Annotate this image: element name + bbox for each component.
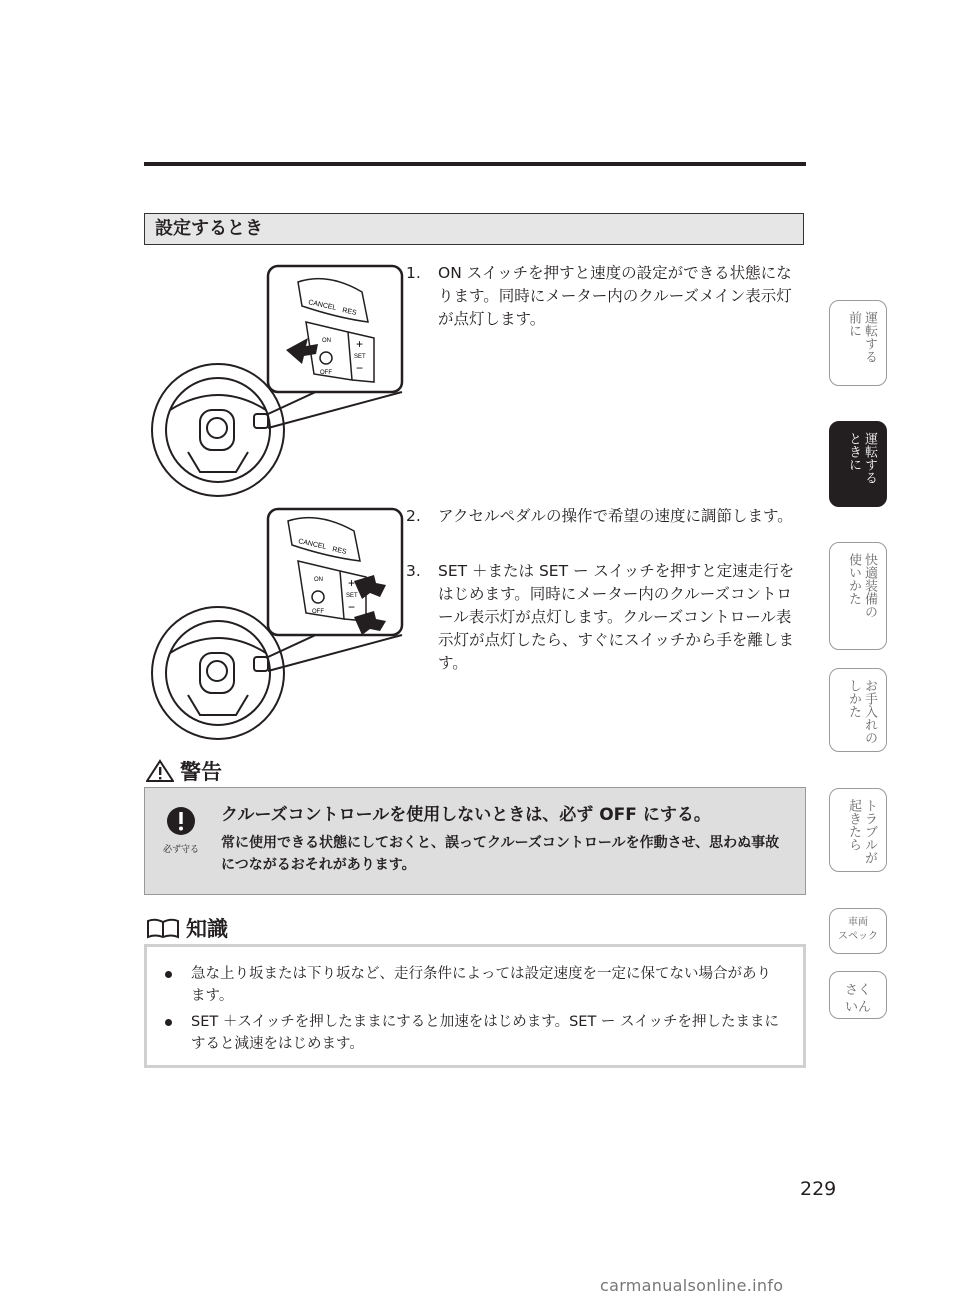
exclamation-circle-icon — [166, 806, 196, 836]
knowledge-item: 急な上り坂または下り坂など、走行条件によっては設定速度を一定に保てない場合があります。 — [165, 963, 785, 1007]
tab-index[interactable]: さく いん — [829, 971, 887, 1019]
label-plus-2: + — [348, 576, 356, 590]
label-res-2: RES — [331, 546, 348, 556]
steering-figure-on — [148, 262, 406, 500]
label-on-2: ON — [314, 577, 323, 583]
label-minus-2: − — [348, 600, 356, 614]
must-follow: 必ず守る — [161, 806, 201, 855]
label-set: SET — [354, 354, 366, 360]
step-3: 3. SET ＋または SET ー スイッチを押すと定速走行をはじめます。同時にメーター内のクルーズコントロール表示灯が点灯します。クルーズコントロール表示灯が点灯したら、すぐにスイッチから手を離します。 — [406, 562, 795, 672]
knowledge-title: 知識 — [146, 913, 228, 943]
knowledge-box — [144, 944, 806, 1068]
label-plus: + — [356, 337, 364, 351]
step-1: 1. ON スイッチを押すと速度の設定ができる状態になります。同時にメーター内のクルーズメイン表示灯が点灯します。 — [406, 264, 792, 328]
label-cancel: CANCEL — [307, 299, 337, 312]
knowledge-item: SET ＋スイッチを押したままにすると加速をはじめます。SET ー スイッチを押したままにすると減速をはじめます。 — [165, 1011, 785, 1055]
label-off: OFF — [320, 370, 332, 376]
open-book-icon — [146, 917, 180, 939]
warning-headline: クルーズコントロールを使用しないときは、必ず OFF にする。 — [221, 805, 711, 825]
label-on: ON — [322, 338, 331, 344]
steering-figure-set — [148, 505, 406, 743]
label-cancel-2: CANCEL — [297, 538, 327, 551]
tab-vehicle-specs[interactable]: 車両 スペック — [829, 908, 887, 954]
bullet-dot-icon — [165, 971, 172, 978]
tab-comfort-equipment[interactable]: 快適装備の 使いかた — [829, 542, 887, 650]
label-minus: − — [356, 361, 364, 375]
label-set-2: SET — [346, 593, 358, 599]
warning-triangle-icon — [146, 759, 174, 783]
warning-box — [144, 787, 806, 895]
label-res: RES — [341, 307, 358, 317]
watermark: carmanualsonline.info — [600, 1276, 784, 1295]
tab-maintenance[interactable]: お手入れの しかた — [829, 668, 887, 752]
step-2: 2. アクセルペダルの操作で希望の速度に調節します。 — [406, 507, 793, 525]
tab-troubleshooting[interactable]: トラブルが 起きたら — [829, 788, 887, 872]
bullet-dot-icon — [165, 1019, 172, 1026]
tab-while-driving[interactable]: 運転する ときに — [829, 421, 887, 507]
label-off-2: OFF — [312, 609, 324, 615]
top-rule — [144, 162, 806, 166]
section-title: 設定するとき — [144, 213, 804, 245]
page-number: 229 — [800, 1178, 837, 1200]
warning-title: 警告 — [146, 756, 222, 786]
warning-body: 常に使用できる状態にしておくと、誤ってクルーズコントロールを作動させ、思わぬ事故につながるおそれがあります。 — [221, 835, 780, 873]
tab-before-driving[interactable]: 運転する 前に — [829, 300, 887, 386]
